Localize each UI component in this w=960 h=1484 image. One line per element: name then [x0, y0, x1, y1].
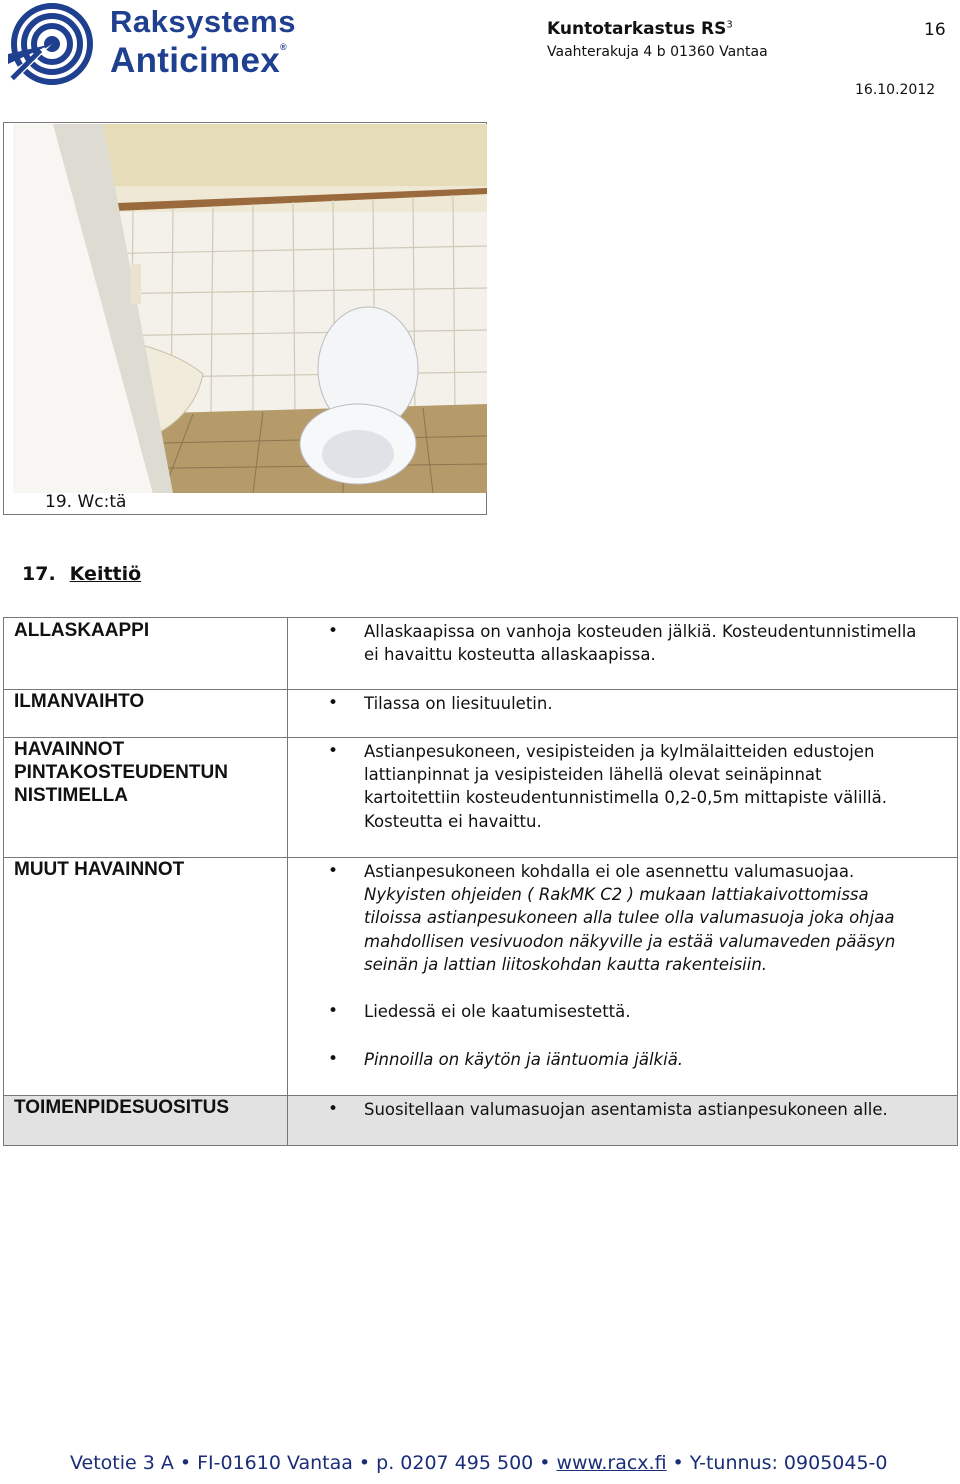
footer-website-link[interactable]: www.racx.fi: [556, 1452, 667, 1474]
row-content: [288, 618, 958, 690]
logo-wordmark: [110, 6, 296, 78]
report-title-superscript: 3: [726, 19, 733, 31]
section-number: 17.: [22, 563, 56, 585]
registered-mark: ®: [279, 42, 287, 52]
footer-separator: •: [539, 1452, 551, 1474]
table-row: [4, 858, 958, 1096]
row-content: [288, 1096, 958, 1146]
footer-business-id: Y-tunnus: 0905045-0: [689, 1452, 888, 1474]
footer-separator: •: [672, 1452, 684, 1474]
list-item: • Allaskaapissa on vanhoja kosteuden jälkiä. Kosteudentunnistimella ei havaittu kosteutta allaskaapissa.: [288, 620, 957, 666]
page-number: 16: [924, 20, 946, 40]
observations-table: [3, 617, 958, 1146]
row-content: [288, 858, 958, 1096]
row-label: ILMANVAIHTO: [4, 690, 288, 738]
footer-city: FI-01610 Vantaa: [197, 1452, 353, 1474]
footer-phone: p. 0207 495 500: [376, 1452, 534, 1474]
table-row: [4, 738, 958, 858]
list-item: • Pinnoilla on käytön ja iäntuomia jälkiä.: [288, 1048, 957, 1071]
row-label: TOIMENPIDESUOSITUS: [4, 1096, 288, 1146]
list-item: • Astianpesukoneen kohdalla ei ole asennettu valumasuojaa. Nykyisten ohjeiden ( RakMK C2 ) mukaan lattiakaivottomissa tiloissa astianpesukoneen alla tulee olla valumasuoja joka ohjaa mahdollisen vesivuodon näkyville ja estää valumaveden pääsyn seinän ja lattian liitoskohdan kautta rakenteisiin.: [288, 860, 957, 976]
report-date: 16.10.2012: [855, 82, 936, 98]
photo-frame: [3, 122, 487, 515]
company-logo: [4, 2, 324, 86]
page-footer: [70, 1452, 888, 1474]
row-label: MUUT HAVAINNOT: [4, 858, 288, 1096]
property-address: Vaahterakuja 4 b 01360 Vantaa: [547, 44, 768, 60]
logo-line-2: Anticimex®: [110, 41, 287, 80]
row-label: HAVAINNOT PINTAKOSTEUDENTUN NISTIMELLA: [4, 738, 288, 858]
row-label: ALLASKAAPPI: [4, 618, 288, 690]
footer-separator: •: [179, 1452, 192, 1474]
report-title: Kuntotarkastus $RS^3$: [547, 19, 733, 39]
photo-caption: 19. Wc:tä: [45, 492, 127, 512]
section-heading: [22, 563, 141, 585]
table-row: [4, 690, 958, 738]
list-item: • Tilassa on liesituuletin.: [288, 692, 957, 715]
wc-photo: [13, 124, 487, 493]
list-item: • Suositellaan valumasuojan asentamista astianpesukoneen alle.: [288, 1098, 957, 1121]
table-row-recommendation: [4, 1096, 958, 1146]
section-title: Keittiö: [69, 563, 142, 585]
list-item: • Liedessä ei ole kaatumisestettä.: [288, 1000, 957, 1023]
logo-mark-icon: [4, 2, 104, 86]
table-row: [4, 618, 958, 690]
footer-street: Vetotie 3 A: [70, 1452, 174, 1474]
row-content: [288, 690, 958, 738]
footer-separator: •: [358, 1452, 371, 1474]
logo-line-1: Raksystems: [110, 4, 296, 39]
row-content: [288, 738, 958, 858]
list-item: • Astianpesukoneen, vesipisteiden ja kylmälaitteiden edustojen lattianpinnat ja vesipisteiden lähellä olevat seinäpinnat kartoitettiin kosteudentunnistimella 0,2-0,5m mittapiste välillä. Kosteutta ei havaittu.: [288, 740, 957, 833]
